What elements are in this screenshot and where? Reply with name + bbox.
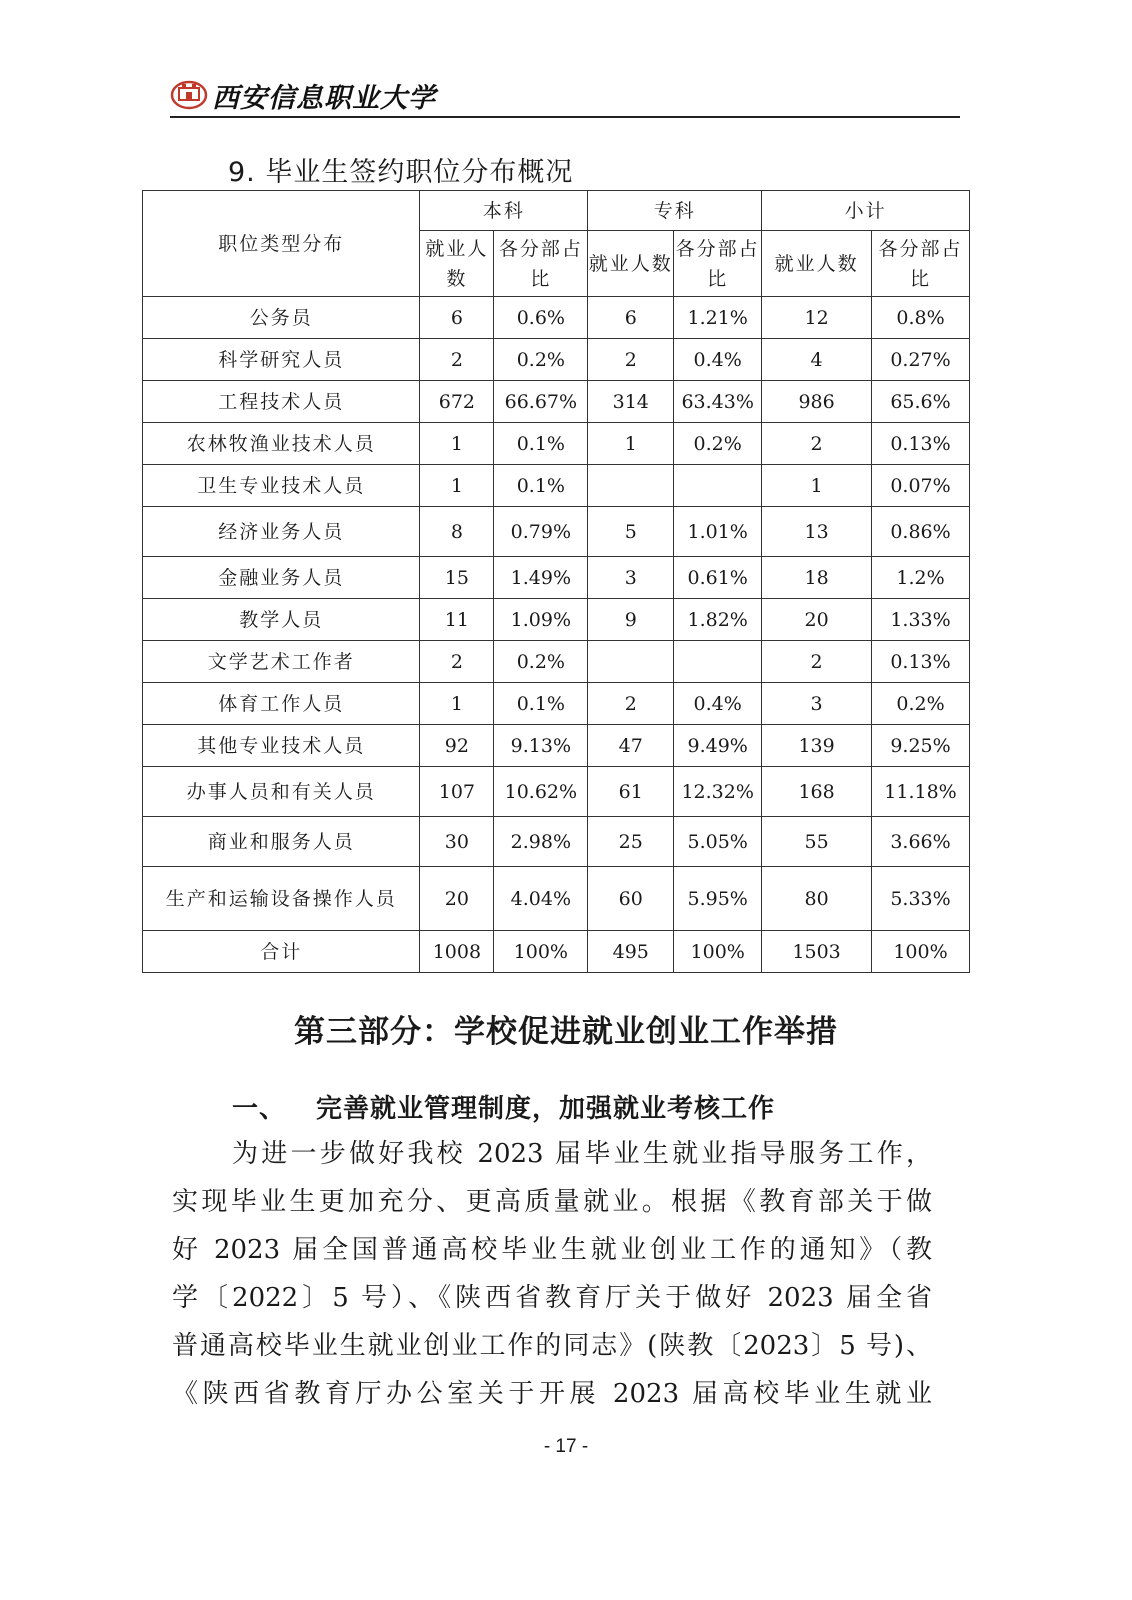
- zhuanke-count-cell: 47: [588, 725, 674, 767]
- benke-count-cell: 107: [420, 767, 494, 817]
- row-label: 金融业务人员: [143, 557, 420, 599]
- page-number: - 17 -: [543, 1436, 589, 1457]
- subtotal-ratio-cell: 0.2%: [872, 683, 970, 725]
- benke-ratio-cell: 0.1%: [494, 423, 588, 465]
- benke-ratio-cell: 1.49%: [494, 557, 588, 599]
- header-group-benke: 本科: [420, 191, 588, 231]
- zhuanke-ratio-cell: 9.49%: [674, 725, 762, 767]
- zhuanke-ratio-cell: 0.2%: [674, 423, 762, 465]
- zhuanke-ratio-cell: 63.43%: [674, 381, 762, 423]
- page-header: [170, 74, 960, 118]
- subsection-text: 完善就业管理制度，加强就业考核工作: [316, 1094, 776, 1124]
- paragraph-line: 学〔2022〕5 号）、《陕西省教育厅关于做好 2023 届全省: [172, 1283, 932, 1313]
- row-label: 教学人员: [143, 599, 420, 641]
- zhuanke-ratio-cell: 0.4%: [674, 683, 762, 725]
- zhuanke-count-cell: [588, 465, 674, 507]
- subtotal-count-cell: 20: [762, 599, 872, 641]
- row-label: 商业和服务人员: [143, 817, 420, 867]
- subtotal-count-cell: 18: [762, 557, 872, 599]
- zhuanke-count-cell: 314: [588, 381, 674, 423]
- table-row: [143, 683, 970, 725]
- table-row: [143, 867, 970, 931]
- zhuanke-count-cell: 9: [588, 599, 674, 641]
- benke-count-cell: 1: [420, 683, 494, 725]
- zhuanke-count-cell: 60: [588, 867, 674, 931]
- header-group-subtotal: 小计: [762, 191, 970, 231]
- row-label: 卫生专业技术人员: [143, 465, 420, 507]
- header-zhuanke-ratio: 各分部占比: [674, 231, 762, 297]
- section-title: 9. 毕业生签约职位分布概况: [228, 157, 574, 188]
- row-label: 农林牧渔业技术人员: [143, 423, 420, 465]
- table-row: [143, 725, 970, 767]
- header-group-zhuanke: 专科: [588, 191, 762, 231]
- subtotal-count-cell: 986: [762, 381, 872, 423]
- zhuanke-count-cell: 5: [588, 507, 674, 557]
- benke-ratio-cell: 0.79%: [494, 507, 588, 557]
- table-total-row: [143, 931, 970, 973]
- paragraph-line: 《陕西省教育厅办公室关于开展 2023 届高校毕业生就业: [172, 1379, 932, 1409]
- zhuanke-ratio-cell: 1.82%: [674, 599, 762, 641]
- subtotal-count-cell: 139: [762, 725, 872, 767]
- zhuanke-ratio-cell: [674, 465, 762, 507]
- benke-count-cell: 8: [420, 507, 494, 557]
- subtotal-ratio-cell: 9.25%: [872, 725, 970, 767]
- row-label: 生产和运输设备操作人员: [143, 867, 420, 931]
- zhuanke-count-cell: 2: [588, 339, 674, 381]
- zhuanke-ratio-cell: 1.01%: [674, 507, 762, 557]
- zhuanke-count-cell: 25: [588, 817, 674, 867]
- subtotal-count-cell: 80: [762, 867, 872, 931]
- header-subtotal-ratio: 各分部占比: [872, 231, 970, 297]
- header-benke-count: 就业人数: [420, 231, 494, 297]
- benke-ratio-cell: 10.62%: [494, 767, 588, 817]
- header-benke-ratio: 各分部占比: [494, 231, 588, 297]
- zhuanke-count-cell: 2: [588, 683, 674, 725]
- table-row: [143, 767, 970, 817]
- benke-ratio-cell: 2.98%: [494, 817, 588, 867]
- subtotal-ratio-cell: 65.6%: [872, 381, 970, 423]
- subtotal-ratio-cell: 11.18%: [872, 767, 970, 817]
- subtotal-ratio-cell: 0.13%: [872, 423, 970, 465]
- row-label: 体育工作人员: [143, 683, 420, 725]
- subsection-title: [232, 1088, 775, 1125]
- university-name: 西安信息职业大学: [212, 83, 436, 114]
- subtotal-count-cell: 55: [762, 817, 872, 867]
- zhuanke-count-cell: 1: [588, 423, 674, 465]
- subtotal-ratio-cell: 3.66%: [872, 817, 970, 867]
- header-zhuanke-count: 就业人数: [588, 231, 674, 297]
- subsection-number: 一、: [232, 1094, 287, 1124]
- table-row: [143, 381, 970, 423]
- subtotal-count-cell: 12: [762, 297, 872, 339]
- zhuanke-count-cell: 6: [588, 297, 674, 339]
- subtotal-ratio-cell: 5.33%: [872, 867, 970, 931]
- subtotal-count-cell: 4: [762, 339, 872, 381]
- benke-count-cell: 1: [420, 423, 494, 465]
- subtotal-ratio-cell: 0.07%: [872, 465, 970, 507]
- zhuanke-ratio-cell: 0.4%: [674, 339, 762, 381]
- header-category: 职位类型分布: [143, 191, 420, 297]
- table-row: [143, 507, 970, 557]
- benke-ratio-cell: 0.1%: [494, 465, 588, 507]
- table-row: [143, 599, 970, 641]
- benke-ratio-cell: 0.1%: [494, 683, 588, 725]
- paragraph-line: 普通高校毕业生就业创业工作的同志》(陕教〔2023〕5 号)、: [172, 1331, 932, 1361]
- row-label: 文学艺术工作者: [143, 641, 420, 683]
- zhuanke-count-cell: 61: [588, 767, 674, 817]
- subtotal-count-cell: 2: [762, 423, 872, 465]
- row-label: 经济业务人员: [143, 507, 420, 557]
- subtotal-ratio-cell: 0.8%: [872, 297, 970, 339]
- benke-ratio-cell: 0.2%: [494, 641, 588, 683]
- part-title: 第三部分：学校促进就业创业工作举措: [294, 1014, 838, 1050]
- row-label: 其他专业技术人员: [143, 725, 420, 767]
- benke-count-cell: 30: [420, 817, 494, 867]
- benke-count-cell: 92: [420, 725, 494, 767]
- benke-count-cell: 20: [420, 867, 494, 931]
- header-subtotal-count: 就业人数: [762, 231, 872, 297]
- job-distribution-table: [142, 190, 970, 973]
- benke-count-cell: 2: [420, 641, 494, 683]
- total-zhuanke-ratio: 100%: [674, 931, 762, 973]
- zhuanke-ratio-cell: 1.21%: [674, 297, 762, 339]
- table-row: [143, 297, 970, 339]
- zhuanke-ratio-cell: [674, 641, 762, 683]
- zhuanke-ratio-cell: 5.95%: [674, 867, 762, 931]
- subtotal-count-cell: 3: [762, 683, 872, 725]
- zhuanke-ratio-cell: 0.61%: [674, 557, 762, 599]
- subtotal-count-cell: 1: [762, 465, 872, 507]
- zhuanke-count-cell: 3: [588, 557, 674, 599]
- benke-count-cell: 672: [420, 381, 494, 423]
- subtotal-ratio-cell: 0.27%: [872, 339, 970, 381]
- table-row: [143, 817, 970, 867]
- total-zhuanke-count: 495: [588, 931, 674, 973]
- benke-count-cell: 2: [420, 339, 494, 381]
- subtotal-count-cell: 2: [762, 641, 872, 683]
- university-emblem-icon: [170, 78, 208, 110]
- subtotal-ratio-cell: 1.2%: [872, 557, 970, 599]
- benke-ratio-cell: 66.67%: [494, 381, 588, 423]
- benke-ratio-cell: 4.04%: [494, 867, 588, 931]
- subtotal-ratio-cell: 0.86%: [872, 507, 970, 557]
- subtotal-count-cell: 168: [762, 767, 872, 817]
- row-label: 公务员: [143, 297, 420, 339]
- row-label: 科学研究人员: [143, 339, 420, 381]
- paragraph-line: 好 2023 届全国普通高校毕业生就业创业工作的通知》（教: [172, 1235, 932, 1265]
- table-row: [143, 465, 970, 507]
- benke-count-cell: 11: [420, 599, 494, 641]
- subtotal-ratio-cell: 1.33%: [872, 599, 970, 641]
- total-benke-ratio: 100%: [494, 931, 588, 973]
- benke-count-cell: 1: [420, 465, 494, 507]
- zhuanke-ratio-cell: 12.32%: [674, 767, 762, 817]
- benke-ratio-cell: 1.09%: [494, 599, 588, 641]
- subtotal-ratio-cell: 0.13%: [872, 641, 970, 683]
- zhuanke-count-cell: [588, 641, 674, 683]
- benke-ratio-cell: 0.2%: [494, 339, 588, 381]
- benke-ratio-cell: 9.13%: [494, 725, 588, 767]
- paragraph-line: 为进一步做好我校 2023 届毕业生就业指导服务工作，: [232, 1139, 932, 1169]
- total-subtotal-count: 1503: [762, 931, 872, 973]
- total-benke-count: 1008: [420, 931, 494, 973]
- table-row: [143, 423, 970, 465]
- total-label: 合计: [143, 931, 420, 973]
- paragraph-line: 实现毕业生更加充分、更高质量就业。根据《教育部关于做: [172, 1187, 932, 1217]
- table-row: [143, 339, 970, 381]
- subtotal-count-cell: 13: [762, 507, 872, 557]
- row-label: 工程技术人员: [143, 381, 420, 423]
- row-label: 办事人员和有关人员: [143, 767, 420, 817]
- benke-ratio-cell: 0.6%: [494, 297, 588, 339]
- total-subtotal-ratio: 100%: [872, 931, 970, 973]
- zhuanke-ratio-cell: 5.05%: [674, 817, 762, 867]
- benke-count-cell: 6: [420, 297, 494, 339]
- table-row: [143, 641, 970, 683]
- benke-count-cell: 15: [420, 557, 494, 599]
- table-row: [143, 557, 970, 599]
